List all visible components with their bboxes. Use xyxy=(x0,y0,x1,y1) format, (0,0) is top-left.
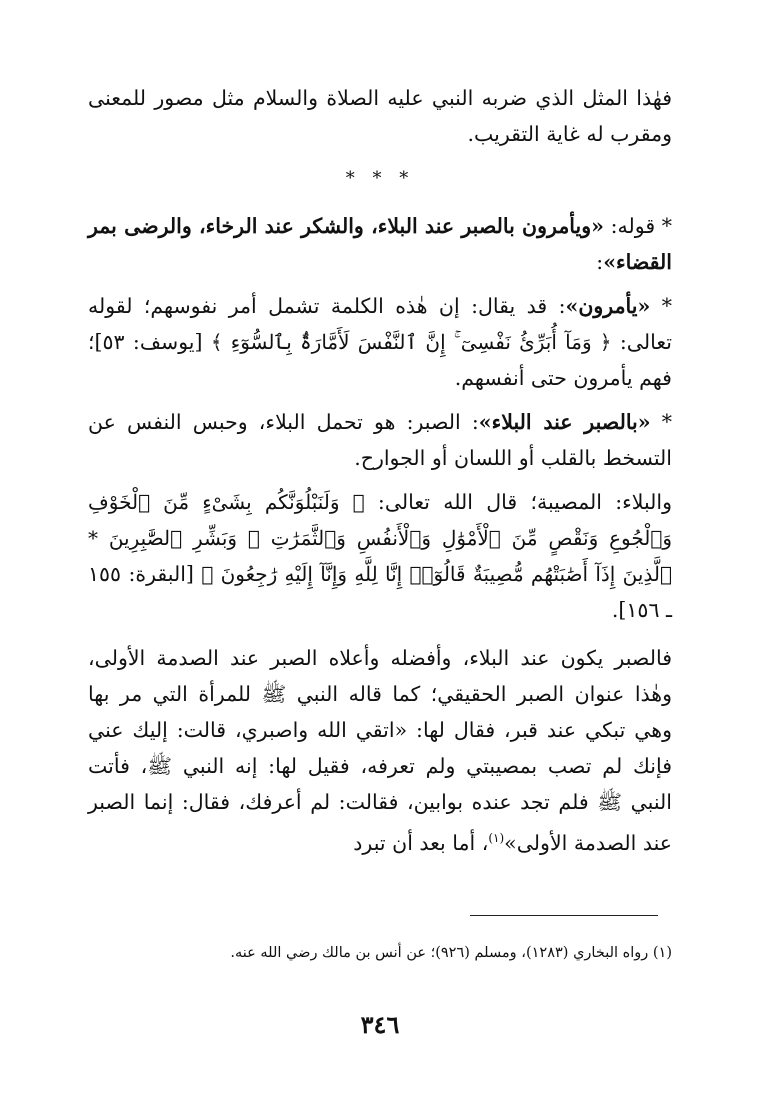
matn-term: «يأمرون» xyxy=(565,294,651,318)
page-number-text: ٣٤٦ xyxy=(360,1010,400,1039)
verse-reference: [يوسف: ٥٣]؛ فهم يأمرون حتى أنفسهم. xyxy=(88,330,672,390)
paragraph-hadith xyxy=(88,640,672,861)
footnote xyxy=(88,940,672,966)
separator-stars: * * * xyxy=(345,168,415,189)
paragraph-prefix: * xyxy=(650,410,672,434)
footnote-text: (١) رواه البخاري (١٢٨٣)، ومسلم (٩٢٦)؛ عن أنس بن مالك رضي الله عنه. xyxy=(230,945,672,961)
paragraph-prefix: * xyxy=(650,294,672,318)
paragraph-text: فهٰذا المثل الذي ضربه النبي عليه الصلاة والسلام مثل مصور للمعنى ومقرب له غاية التقريب. xyxy=(88,86,672,146)
paragraph-prefix: * قوله: xyxy=(603,214,672,238)
verse-reference: [البقرة: ١٥٥ ـ ١٥٦]. xyxy=(88,562,672,622)
footnote-divider xyxy=(470,915,658,916)
paragraph-tail: ، أما بعد أن تبرد xyxy=(353,830,489,855)
paragraph-suffix: : xyxy=(596,250,604,274)
paragraph-yamurun xyxy=(88,288,672,396)
quran-verse: ﴿ وَمَآ أُبَرِّئُ نَفْسِىٓ ۚ إِنَّ ٱلنَّفْسَ لَأَمَّارَةٌۢ بِٱلسُّوٓءِ ﴾ xyxy=(210,330,612,354)
paragraph-text: : قد يقال: إن هٰذه الكلمة تشمل أمر نفوسهم؛ لقوله تعالى: xyxy=(88,294,672,354)
page-number xyxy=(0,1010,760,1039)
section-separator xyxy=(88,164,672,194)
footnote-marker[interactable]: (١) xyxy=(488,831,505,845)
paragraph-bala xyxy=(88,484,672,628)
matn-quote: «ويأمرون بالصبر عند البلاء، والشكر عند الرخاء، والرضى بمر القضاء» xyxy=(88,214,672,274)
paragraph-qawluhu xyxy=(88,208,672,280)
paragraph-text: : الصبر: هو تحمل البلاء، وحبس النفس عن التسخط بالقلب أو اللسان أو الجوارح. xyxy=(88,410,672,470)
matn-term: «بالصبر عند البلاء» xyxy=(478,410,651,434)
paragraph-mathal xyxy=(88,80,672,152)
paragraph-text: فالصبر يكون عند البلاء، وأفضله وأعلاه الصبر عند الصدمة الأولى، وهٰذا عنوان الصبر الحقيقي؛ كما قاله النبي ﷺ للمرأة التي مر بها وهي تبكي عند قبر، فقال لها: «اتقي الله واصبري، قالت: إليك عني فإنك لم تصب بمصيبتي ولم تعرفه، فقيل لها: إنه النبي ﷺ، فأتت النبي ﷺ فلم تجد عنده بوابين، فقالت: لم أعرفك، فقال: إنما الصبر عند الصدمة الأولى» xyxy=(88,646,672,855)
quran-verse: ﴿ وَلَنَبْلُوَنَّكُم بِشَىْءٍ مِّنَ ٱلْخَوْفِ وَٱلْجُوعِ وَنَقْصٍ مِّنَ ٱلْأَمْوَٰلِ وَٱلْأَنفُسِ وَٱلثَّمَرَٰتِ ۗ وَبَشِّرِ ٱلصَّٰبِرِينَ * ٱلَّذِينَ إِذَآ أَصَٰبَتْهُم مُّصِيبَةٌ قَالُوٓا۟ إِنَّا لِلَّهِ وَإِنَّآ إِلَيْهِ رَٰجِعُونَ ﴾ xyxy=(88,490,672,586)
paragraph-sabr xyxy=(88,404,672,476)
paragraph-text: والبلاء: المصيبة؛ قال الله تعالى: xyxy=(364,490,672,514)
